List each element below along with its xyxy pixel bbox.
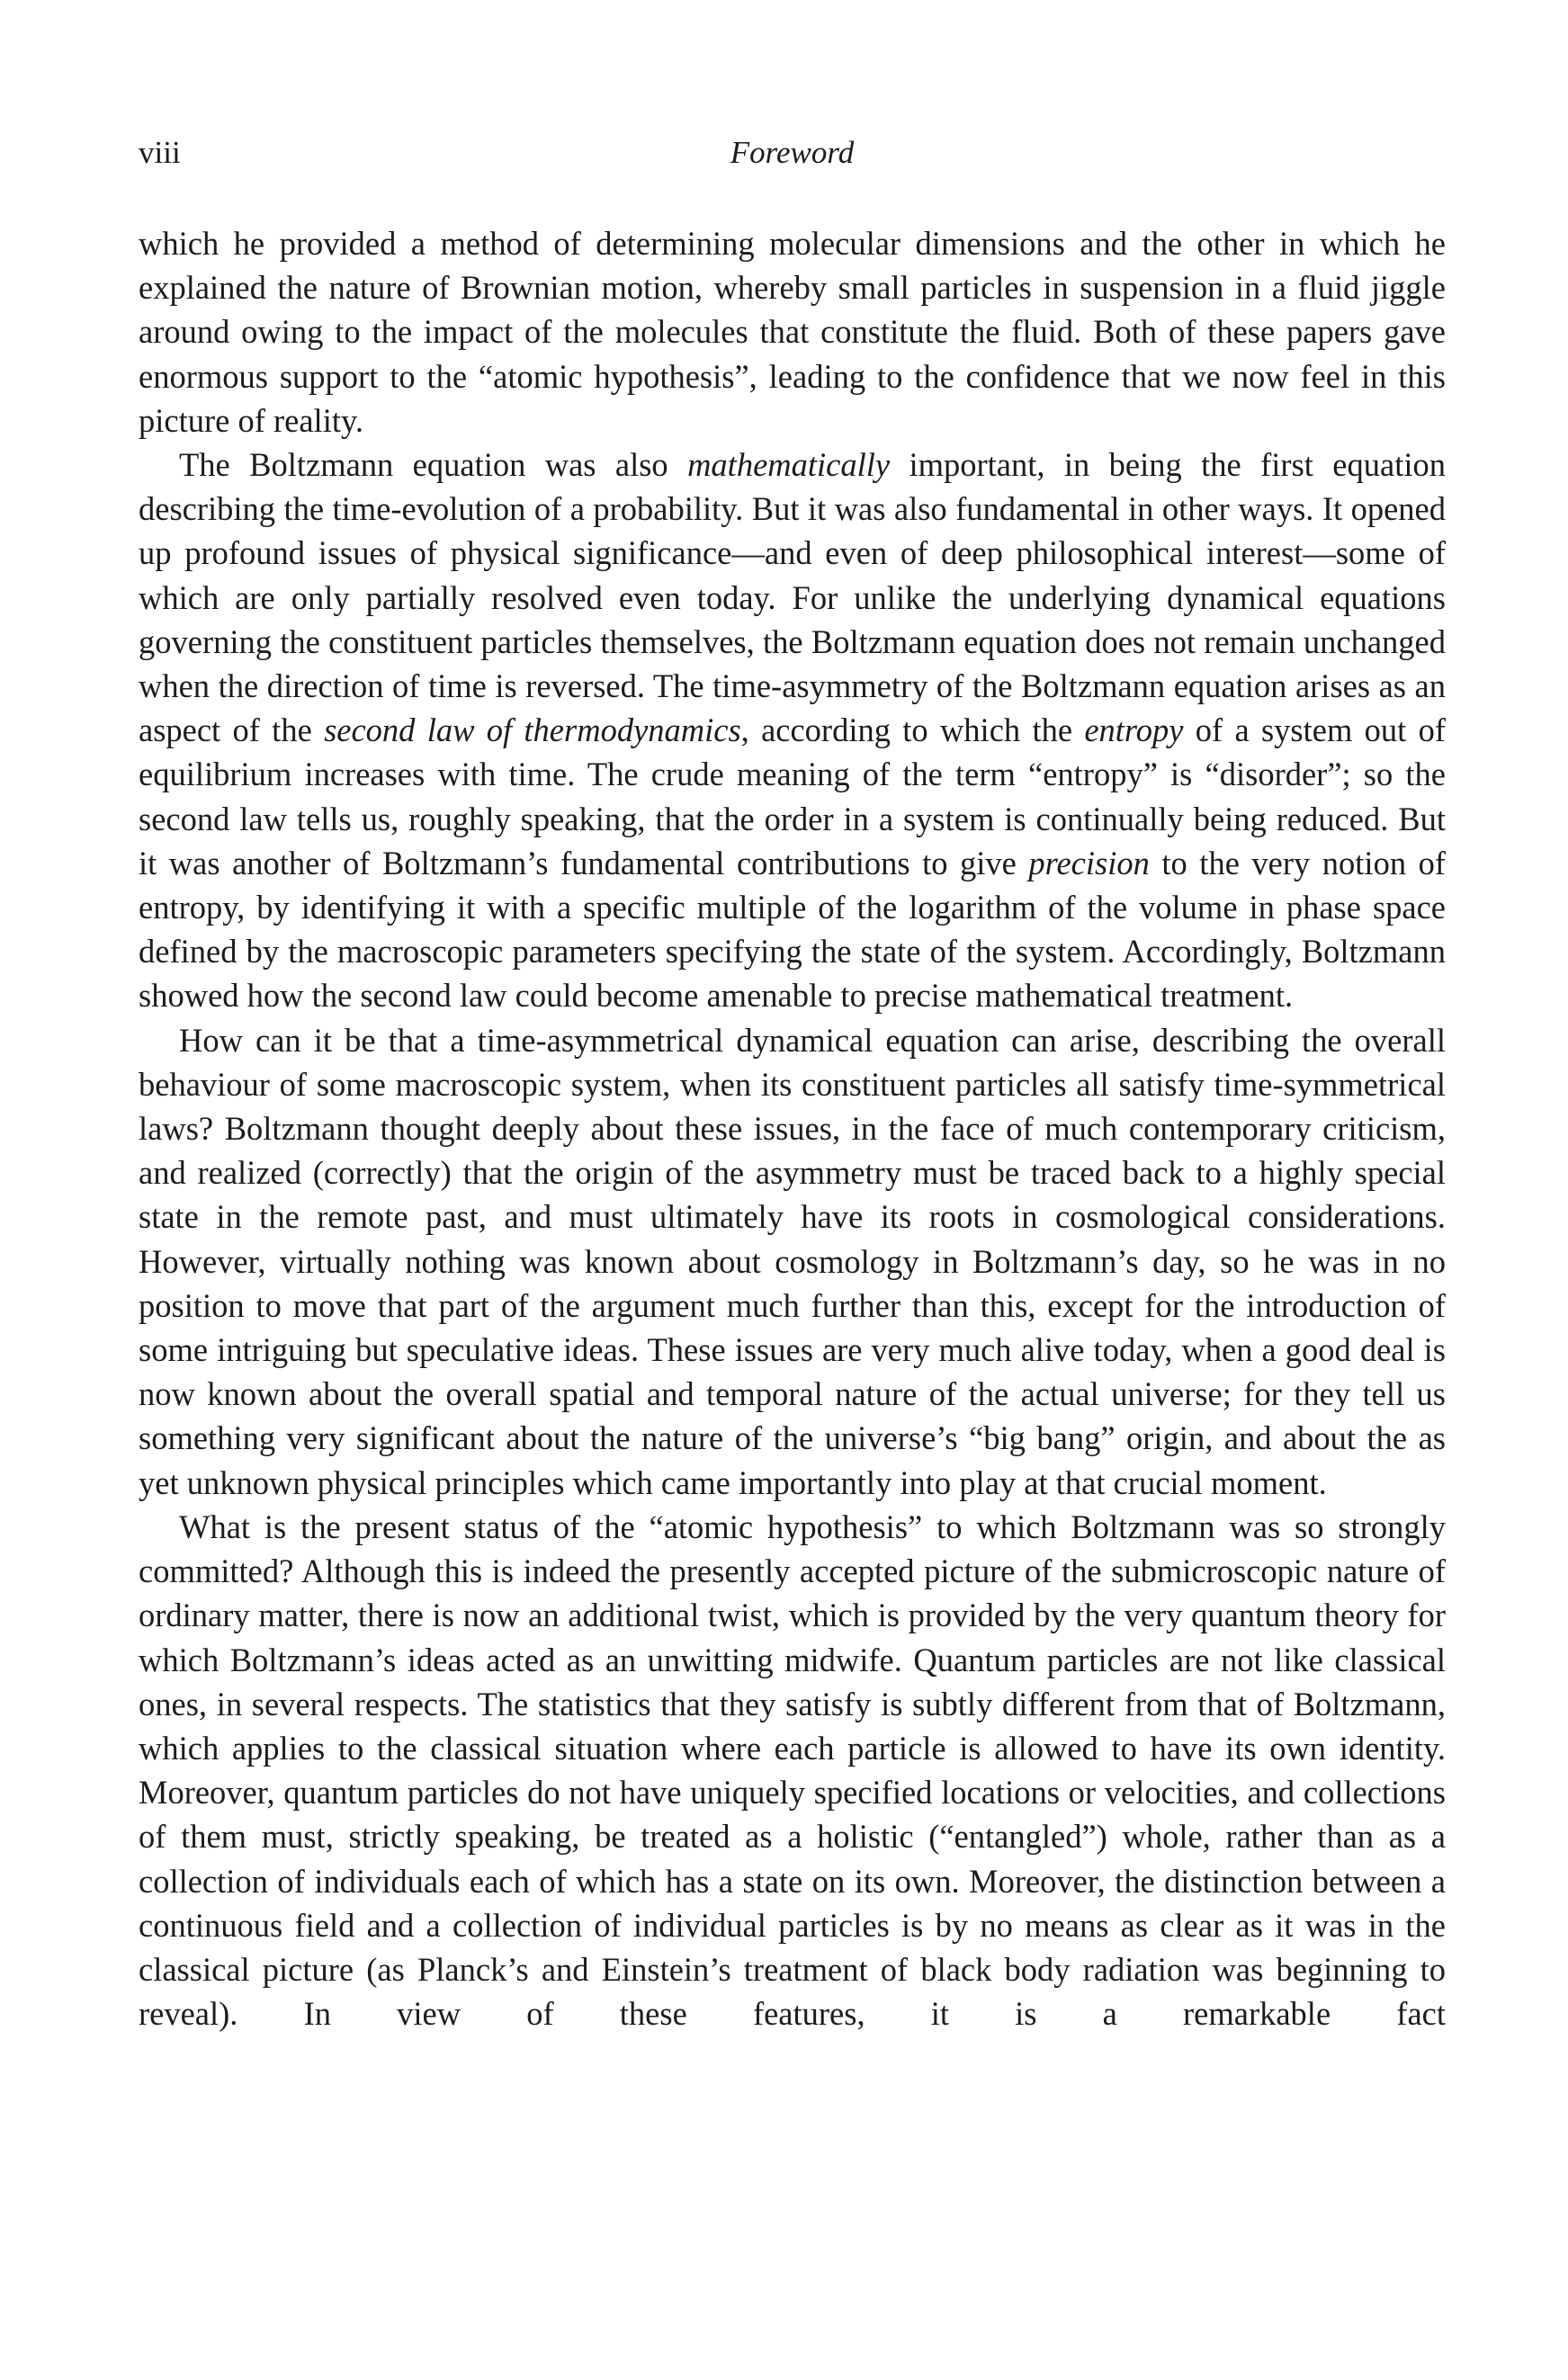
running-title: Foreword bbox=[730, 135, 855, 170]
running-head bbox=[139, 131, 1446, 174]
paragraph-1: which he provided a method of determining molecular dimensions and the other in which he explained the nature of Brownian motion, whereby small particles in suspension in a fluid jiggle around owing to the impact of the molecules that constitute the fluid. Both of these papers gave enormous support to the “atomic hypothesis”, leading to the confidence that we now feel in this picture of reality. bbox=[139, 225, 1446, 439]
paragraph-2-text-e: to the very notion of entropy, by identifying it with a specific multiple of the logarithm of the volume in phase space defined by the macroscopic parameters specifying the state of the system. Accordingly, Boltzmann showed how the second law could become amenable to precise mathematical treatment. bbox=[139, 844, 1446, 1015]
paragraph-2-text-b: important, in being the first equation describing the time-evolution of a probability. But it was also fundamental in other ways. It opened up profound issues of physical significance—and even of deep philosophical interest—some of which are only partially resolved even today. For unlike the underlying dynamical equations governing the constituent particles themselves, the Boltzmann equation does not remain unchanged when the direction of time is reversed. The time-asymmetry of the Boltzmann equation arises as an aspect of the bbox=[139, 446, 1446, 749]
paragraph-3: How can it be that a time-asymmetrical dynamical equation can arise, describing the overall behaviour of some macroscopic system, when its constituent particles all satisfy time-symmetrical laws? Boltzmann thought deeply about these issues, in the face of much contemporary criticism, and realized (correctly) that the origin of the asymmetry must be traced back to a highly special state in the remote past, and must ultimately have its roots in cosmological considerations. However, virtually nothing was known about cosmology in Boltzmann’s day, so he was in no position to move that part of the argument much further than this, except for the introduction of some intriguing but speculative ideas. These issues are very much alive today, when a good deal is now known about the overall spatial and temporal nature of the actual universe; for they tell us something very significant about the nature of the universe’s “big bang” origin, and about the as yet unknown physical principles which came importantly into play at that crucial moment. bbox=[139, 1021, 1446, 1501]
paragraph-2-text-a: The Boltzmann equation was also bbox=[179, 446, 688, 484]
emphasis-mathematically: mathematically bbox=[687, 446, 891, 484]
emphasis-precision: precision bbox=[1028, 844, 1150, 881]
paragraph-2-text-c: , according to which the bbox=[740, 711, 1085, 749]
text-body bbox=[139, 221, 1446, 2036]
page-number: viii bbox=[139, 135, 181, 170]
paragraph-4: What is the present status of the “atomic hypothesis” to which Boltzmann was so strongly committed? Although this is indeed the presently accepted picture of the submicroscopic nature of ordinary matter, there is now an additional twist, which is provided by the very quantum theory for which Boltzmann’s ideas acted as an unwitting midwife. Quantum particles are not like classical ones, in several respects. The statistics that they satisfy is subtly different from that of Boltzmann, which applies to the classical situation where each particle is allowed to have its own identity. Moreover, quantum particles do not have uniquely specified locations or velocities, and collections of them must, strictly speaking, be treated as a holistic (“entangled”) whole, rather than as a collection of individuals each of which has a state on its own. Moreover, the distinction between a continuous field and a collection of individual particles is by no means as clear as it was in the classical picture (as Planck’s and Einstein’s treatment of black body radiation was beginning to reveal). In view of these features, it is a remarkable fact bbox=[139, 1508, 1446, 2033]
paragraph-2 bbox=[139, 443, 1446, 1018]
emphasis-second-law: second law of thermodynamics bbox=[324, 711, 741, 749]
emphasis-entropy: entropy bbox=[1084, 711, 1184, 749]
paragraph-2-text-d: of a system out of equilibrium increases with time. The crude meaning of the term “entropy” is “disorder”; so the second law tells us, roughly speaking, that the order in a system is continually being reduced. But it was another of Boltzmann’s fundamental contributions to give bbox=[139, 711, 1446, 881]
